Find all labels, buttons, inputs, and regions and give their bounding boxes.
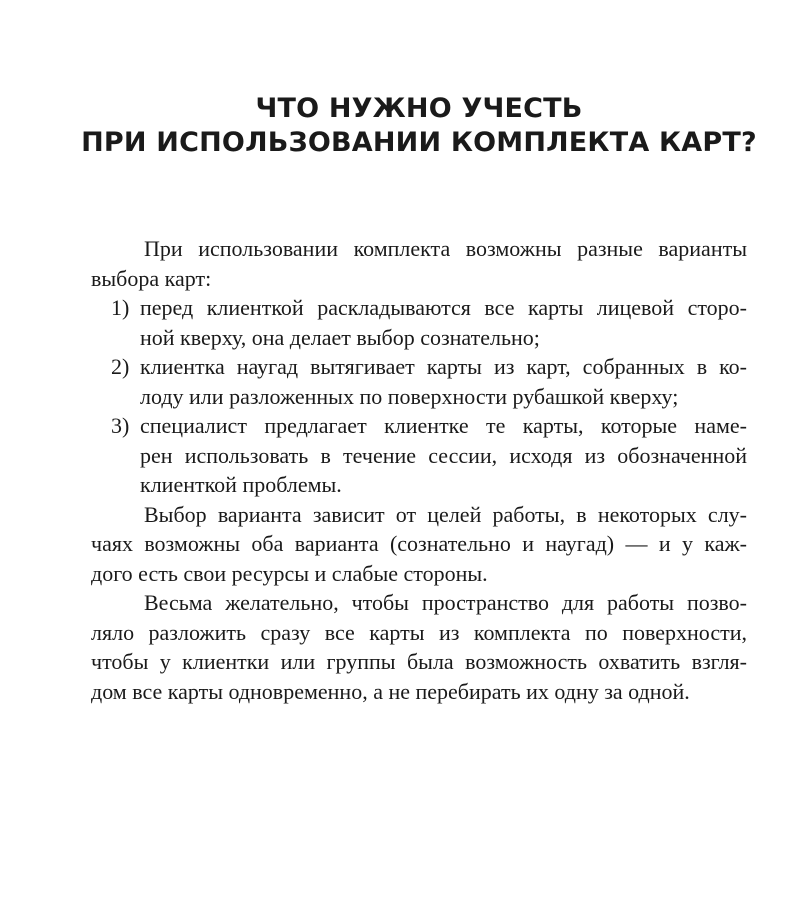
text-line: Выбор варианта зависит от целей работы, в некоторых слу-	[144, 501, 747, 527]
list-item-first-line	[91, 352, 747, 382]
text-line: ляло разложить сразу все карты из комплекта по поверхности,	[91, 619, 747, 645]
page-title	[0, 92, 800, 160]
list-item-first-line	[91, 293, 747, 323]
text-line: клиенткой проблемы.	[140, 472, 342, 497]
list-item-number: 1)	[111, 295, 130, 320]
list-item	[91, 411, 747, 500]
text-line: рен использовать в течение сессии, исходя из обозначенной	[140, 442, 747, 468]
text-line: дого есть свои ресурсы и слабые стороны.	[91, 560, 488, 586]
title-line-1: ЧТО НУЖНО УЧЕСТЬ	[255, 93, 583, 124]
text-line: специалист предлагает клиентке те карты, которые наме-	[140, 413, 747, 438]
text-line: ной кверху, она делает выбор сознательно;	[140, 324, 540, 350]
list-item	[91, 352, 747, 411]
paragraph-choice	[91, 500, 747, 589]
list-item-first-line	[91, 411, 747, 441]
text-line: перед клиенткой раскладываются все карты лицевой сторо-	[140, 295, 747, 320]
text-line: Весьма желательно, чтобы пространство для работы позво-	[144, 590, 747, 615]
text-line: клиентка наугад вытягивает карты из карт, собранных в ко-	[140, 354, 747, 379]
intro-paragraph	[91, 234, 747, 293]
paragraph-space	[91, 588, 747, 706]
text-line: При использовании комплекта возможны разные варианты	[144, 236, 747, 261]
list-item	[91, 293, 747, 352]
text-line: чаях возможны оба варианта (сознательно и наугад) — и у каж-	[91, 531, 747, 556]
list-item-number: 3)	[111, 413, 130, 438]
text-line: чтобы у клиентки или группы была возможность охватить взгля-	[91, 649, 747, 674]
body-text	[91, 234, 747, 706]
text-line: дом все карты одновременно, а не перебирать их одну за одной.	[91, 678, 690, 704]
text-line: лоду или разложенных по поверхности рубашкой кверху;	[140, 383, 679, 409]
text-line: выбора карт:	[91, 265, 212, 291]
list-item-number: 2)	[111, 354, 130, 379]
title-line-2: ПРИ ИСПОЛЬЗОВАНИИ КОМПЛЕКТА КАРТ?	[81, 127, 757, 158]
